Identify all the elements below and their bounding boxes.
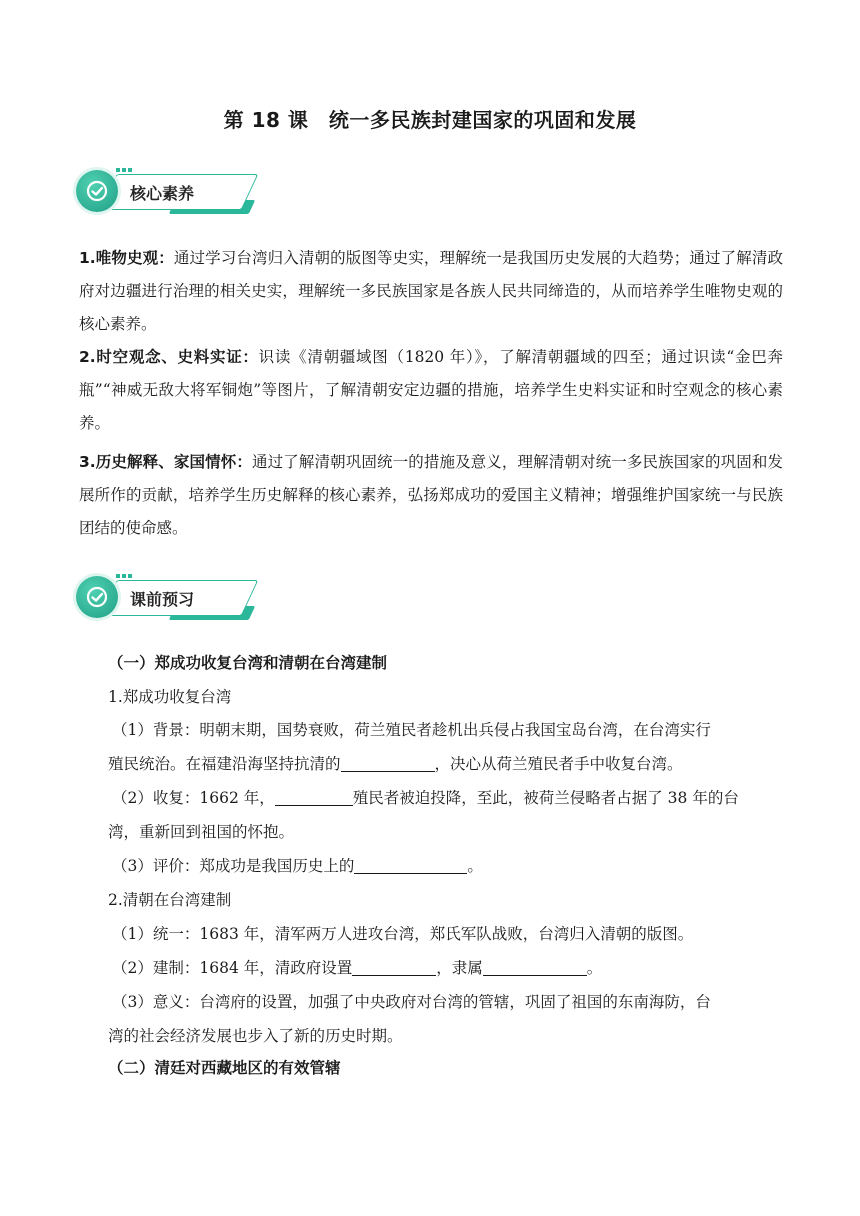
core-item-body: 通过学习台湾归入清朝的版图等史实，理解统一是我国历史发展的大趋势；通过了解清政府对边疆进行治理的相关史实，理解统一多民族国家是各族人民共同缔造的，从而培养学生唯物史观的核心素养。 bbox=[79, 249, 783, 333]
text-line: （3）意义：台湾府的设置，加强了中央政府对台湾的管辖，巩固了祖国的东南海防，台 bbox=[112, 993, 711, 1011]
section-label: 核心素养 bbox=[130, 184, 195, 203]
text-span: 。 bbox=[586, 959, 603, 977]
text-span: 殖民统治。在福建沿海坚持抗清的 bbox=[108, 755, 341, 773]
badge-decoration bbox=[128, 168, 132, 172]
core-item-head: 3.历史解释、家国情怀： bbox=[79, 453, 252, 471]
text-span: （3）评价：郑成功是我国历史上的 bbox=[112, 857, 355, 875]
fill-blank-3[interactable] bbox=[354, 855, 467, 874]
text-span: ，决心从荷兰殖民者手中收复台湾。 bbox=[434, 755, 683, 773]
core-item-body: 通过了解清朝巩固统一的措施及意义，理解清朝对统一多民族国家的巩固和发展所作的贡献，培养学生历史解释的核心素养，弘扬郑成功的爱国主义精神；增强维护国家统一与民族团结的使命感。 bbox=[79, 453, 783, 537]
text-line bbox=[108, 748, 683, 781]
core-item-body: 识读《清朝疆域图（1820 年）》，了解清朝疆域的四至；通过识读“金巴奔瓶”“神威无敌大将军铜炮”等图片，了解清朝安定边疆的措施，培养学生史料实证和时空观念的核心素养。 bbox=[79, 348, 783, 432]
badge-decoration bbox=[128, 574, 132, 578]
section-badge-preview bbox=[72, 574, 257, 622]
text-line bbox=[112, 850, 483, 883]
check-circle-icon bbox=[76, 576, 118, 618]
fill-blank-2[interactable] bbox=[275, 787, 353, 806]
core-item-head: 1.唯物史观： bbox=[79, 249, 174, 267]
text-line: 湾，重新回到祖国的怀抱。 bbox=[108, 823, 295, 841]
text-line: 湾的社会经济发展也步入了新的历史时期。 bbox=[108, 1027, 403, 1045]
part-heading: （一）郑成功收复台湾和清朝在台湾建制 bbox=[108, 654, 388, 672]
fill-blank-4[interactable] bbox=[352, 957, 436, 976]
text-line: （1）统一：1683 年，清军两万人进攻台湾，郑氏军队战败，台湾归入清朝的版图。 bbox=[112, 925, 694, 943]
badge-decoration bbox=[122, 168, 126, 172]
text-span: 。 bbox=[467, 857, 483, 875]
core-item bbox=[79, 242, 783, 341]
sub-heading: 2.清朝在台湾建制 bbox=[108, 891, 232, 909]
sub-heading: 1.郑成功收复台湾 bbox=[108, 688, 232, 706]
text-span: 殖民者被迫投降，至此，被荷兰侵略者占据了 38 年的台 bbox=[352, 789, 739, 807]
text-span: （2）收复：1662 年， bbox=[112, 789, 275, 807]
fill-blank-1[interactable] bbox=[341, 753, 435, 772]
core-item bbox=[79, 446, 783, 545]
page-title: 第 18 课 统一多民族封建国家的巩固和发展 bbox=[223, 108, 637, 132]
text-span: （2）建制：1684 年，清政府设置 bbox=[112, 959, 353, 977]
badge-decoration bbox=[116, 168, 120, 172]
badge-decoration bbox=[122, 574, 126, 578]
badge-decoration bbox=[116, 574, 120, 578]
check-circle-icon bbox=[76, 170, 118, 212]
text-line bbox=[112, 782, 739, 815]
core-item-head: 2.时空观念、史料实证： bbox=[79, 348, 259, 366]
text-line: （1）背景：明朝末期，国势衰败，荷兰殖民者趁机出兵侵占我国宝岛台湾，在台湾实行 bbox=[112, 721, 711, 739]
section-badge-core bbox=[72, 168, 257, 216]
part-heading: （二）清廷对西藏地区的有效管辖 bbox=[108, 1059, 341, 1077]
text-span: ，隶属 bbox=[436, 959, 483, 977]
text-line bbox=[112, 952, 602, 985]
fill-blank-5[interactable] bbox=[483, 957, 587, 976]
core-item bbox=[79, 341, 783, 440]
section-label: 课前预习 bbox=[130, 590, 195, 609]
